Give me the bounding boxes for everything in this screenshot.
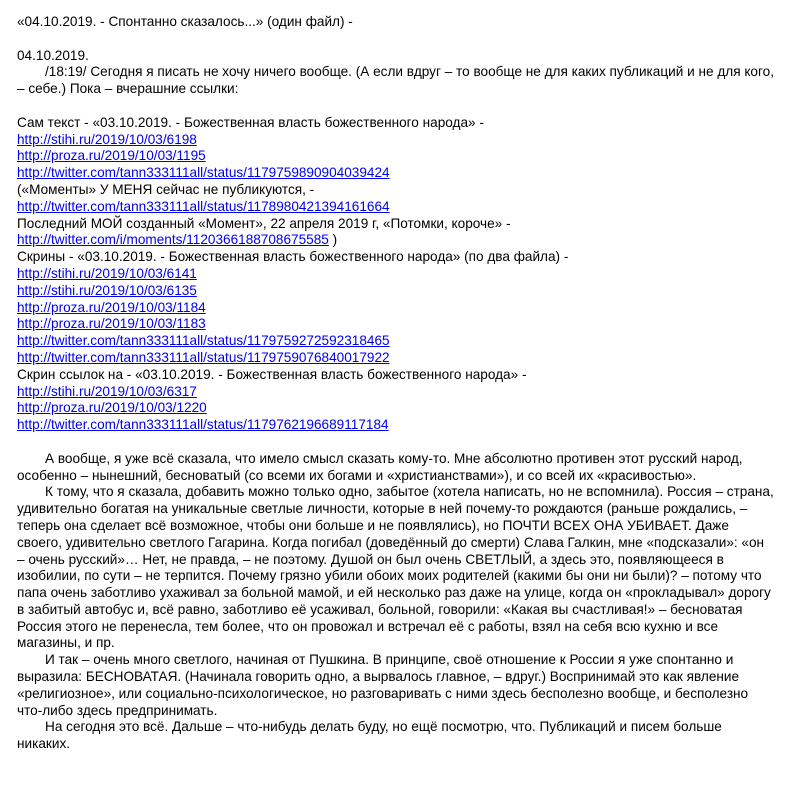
moments-note: («Моменты» У МЕНЯ сейчас не публикуются, -	[17, 181, 315, 197]
last-moment-note: Последний МОЙ созданный «Момент», 22 апреля 2019 г, «Потомки, короче» -	[17, 215, 511, 231]
link[interactable]: http://twitter.com/tann333111all/status/1179759890904039424	[17, 165, 390, 181]
link[interactable]: http://twitter.com/tann333111all/status/1179759076840017922	[17, 349, 390, 365]
document-title: «04.10.2019. - Спонтанно сказалось...» (один файл) -	[17, 14, 353, 29]
closing-paren: )	[332, 232, 338, 248]
body-paragraph: А вообще, я уже всё сказала, что имело смысл сказать кому-то. Мне абсолютно противен этот русский народ, особенно – нынешний, бесноватый (со всеми их богами и «христианствами»), и со всей их «красивостью».	[17, 450, 743, 483]
link[interactable]: http://stihi.ru/2019/10/03/6135	[17, 282, 197, 298]
block-heading: Скрины - «03.10.2019. - Божественная власть божественного народа» (по два файла) -	[17, 249, 569, 265]
spacer	[17, 31, 775, 48]
link[interactable]: http://stihi.ru/2019/10/03/6317	[17, 383, 197, 399]
links-block-text	[17, 115, 775, 182]
link[interactable]: http://proza.ru/2019/10/03/1184	[17, 299, 206, 315]
spacer	[17, 434, 775, 451]
link[interactable]: http://twitter.com/i/moments/1120366188708675585	[17, 232, 329, 248]
link[interactable]: http://proza.ru/2019/10/03/1195	[17, 148, 206, 164]
block-heading: Сам текст - «03.10.2019. - Божественная власть божественного народа» -	[17, 114, 484, 130]
body-paragraph: К тому, что я сказала, добавить можно только одно, забытое (хотела написать, но не вспомнила). Россия – страна, удивительно богатая на уникальные светлые личности, которые в ней почему-то рождаются (раньше рождались, – теперь она сделает всё возможное, чтобы они больше и не появлялись), но ПОЧТИ ВСЕХ ОНА УБИВАЕТ. Даже своего, удивительно светлого Гагарина. Когда погибал (доведённый до смерти) Слава Галкин, мне «подсказали»: «он – очень русский»… Нет, не правда, – не поэтому. Душой он был очень СВЕТЛЫЙ, а здесь это, появляющееся в изобилии, по сути – не терпится. Почему грязно убили обоих моих родителей (какими бы они ни были)? – потому что папа очень заботливо ухаживал за больной мамой, и ей несколько раз даже на улице, когда он «прокладывал» дорогу в забитый автобус и, всё равно, заботливо её усаживал, больной, говорили: «Какая вы счастливая!» – бесноватая Россия этого не перенесла, тем более, что он провожал и встречал её с работы, взял на себя всю кухню и все магазины, и пр.	[17, 484, 774, 651]
link[interactable]: http://stihi.ru/2019/10/03/6141	[17, 265, 197, 281]
block-heading: Скрин ссылок на - «03.10.2019. - Божественная власть божественного народа» -	[17, 366, 527, 382]
link[interactable]: http://stihi.ru/2019/10/03/6198	[17, 131, 197, 147]
links-block-screen-of-links	[17, 367, 775, 434]
intro-paragraph: /18:19/ Сегодня я писать не хочу ничего вообще. (А если вдруг – то вообще не для каких публикаций и не для кого, – себе.) Пока – вчерашние ссылки:	[17, 64, 774, 97]
link[interactable]: http://twitter.com/tann333111all/status/1179762196689117184	[17, 417, 389, 433]
link[interactable]: http://twitter.com/tann333111all/status/1179759272592318465	[17, 333, 390, 349]
link[interactable]: http://twitter.com/tann333111all/status/1178980421394161664	[17, 198, 390, 214]
body-paragraph: И так – очень много светлого, начиная от Пушкина. В принципе, своё отношение к России я уже спонтанно и выразила: БЕСНОВАТАЯ. (Начинала говорить одно, а вырвалось главное, – вдруг.) Воспринимай это как явление «религиозное», или социально-психологическое, но разговаривать с ними здесь бесполезно вообще, и бесполезно что-либо здесь предпринимать.	[17, 652, 749, 718]
entry-date: 04.10.2019.	[17, 47, 89, 63]
body-paragraph: На сегодня это всё. Дальше – что-нибудь делать буду, но ещё посмотрю, что. Публикаций и писем больше никаких.	[17, 719, 722, 752]
link[interactable]: http://proza.ru/2019/10/03/1183	[17, 316, 206, 332]
spacer	[17, 98, 775, 115]
link[interactable]: http://proza.ru/2019/10/03/1220	[17, 400, 207, 416]
links-block-screens	[17, 249, 775, 367]
